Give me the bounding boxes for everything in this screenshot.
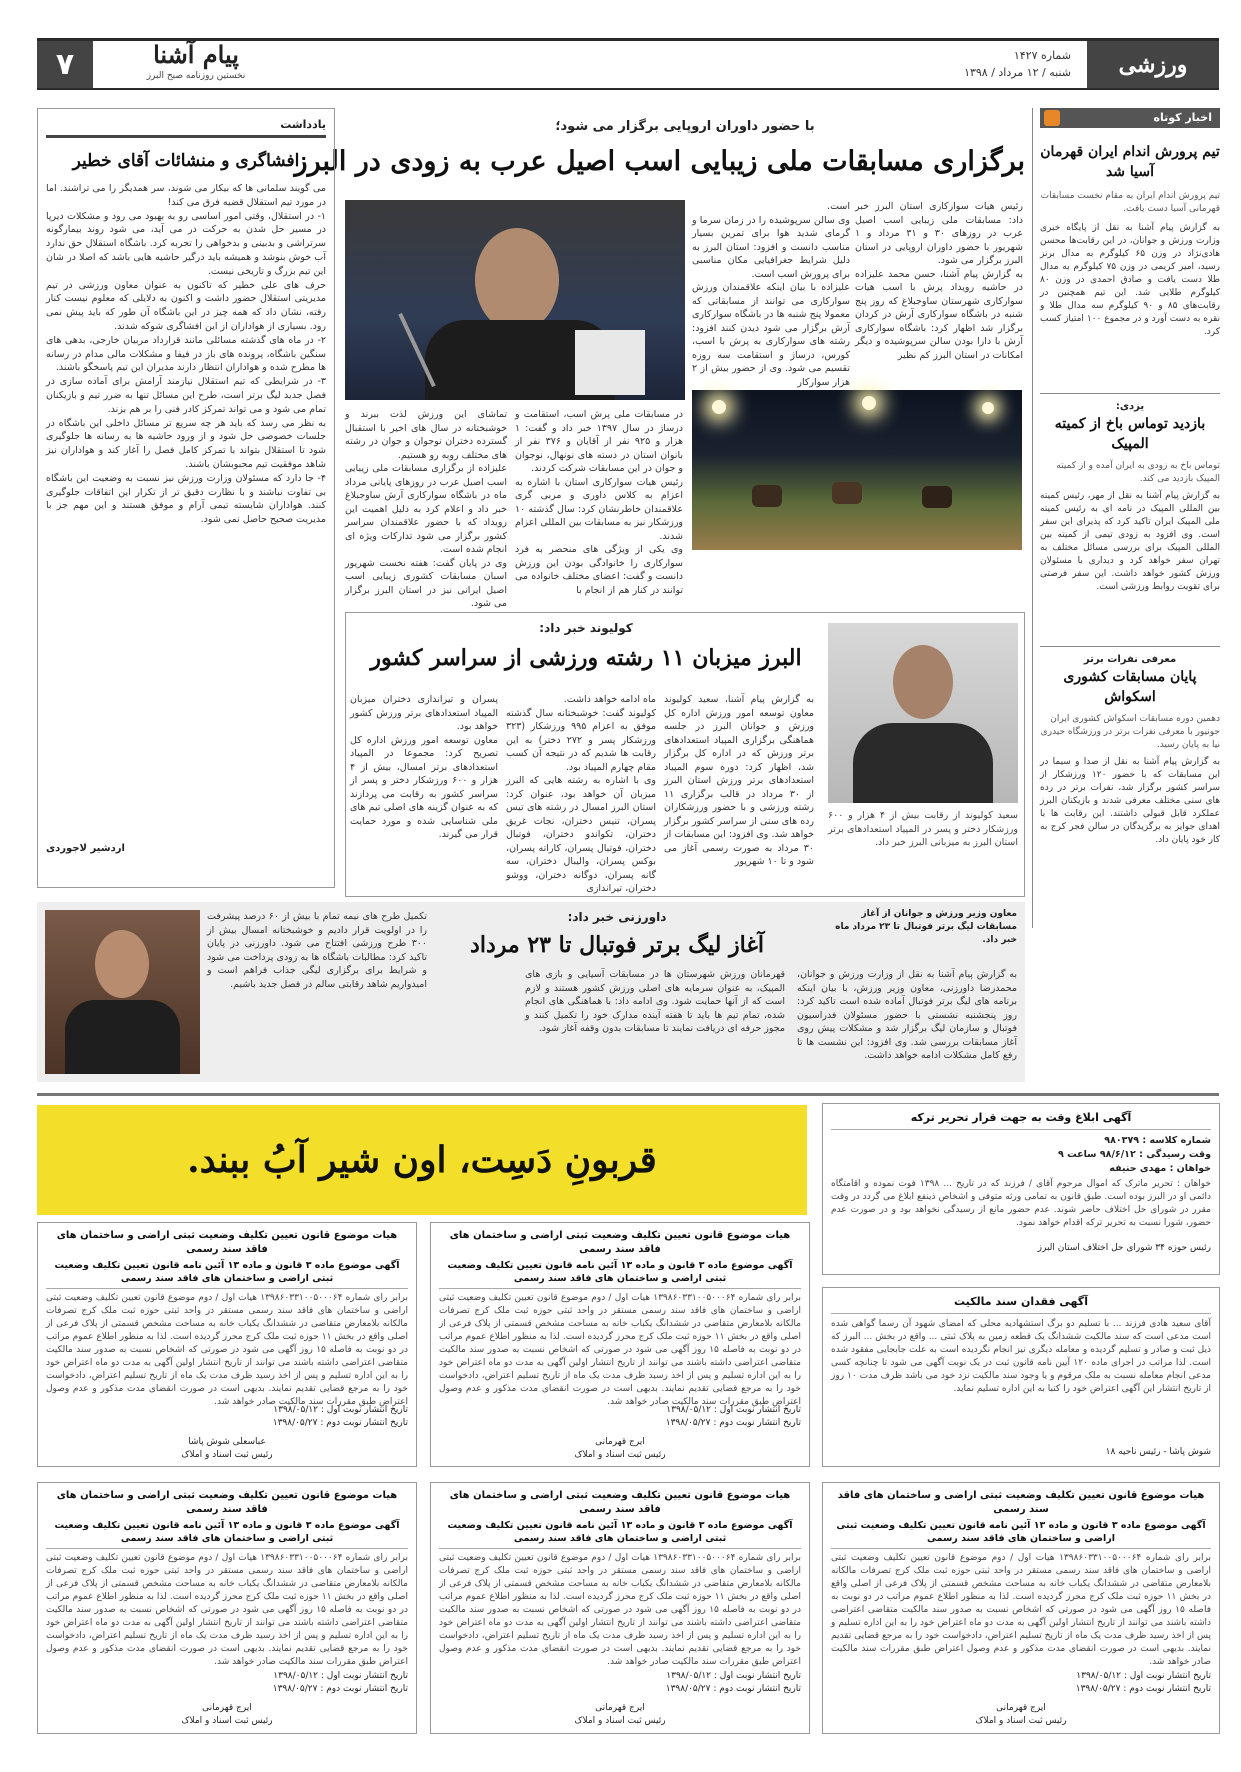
story3-box (37, 902, 1025, 1082)
man-body (65, 1000, 180, 1074)
sidebar-news1-lead: تیم پرورش اندام ایران به مقام نخست مسابقات قهرمانی آسیا دست یافت. (1037, 191, 1220, 214)
story2-box (345, 612, 1025, 897)
registry-notice-body: برابر رای شماره ۱۳۹۸۶۰۳۳۱۰۰۵۰۰۰۶۴ هیات اول / دوم موضوع قانون تعیین تکلیف وضعیت ثبتی اراضی و ساختمان های فاقد سند رسمی مستقر در واحد ثبتی حوزه ثبت ملک کرج تصرفات مالکانه بلامعارض متقاضی در ششدانگ یکباب خانه به مساحت مشخص قسمتی از پلاک فرعی از اصلی واقع در بخش ۱۱ حوزه ثبت ملک کرج محرز گردیده است. لذا به منظور اطلاع عموم مراتب در دو نوبت به فاصله ۱۵ روز آگهی می شود در صورتی که اشخاص نسبت به صدور سند مالکیت متقاضی اعتراضی داشته باشند می توانند از تاریخ انتشار اولین آگهی به مدت دو ماه اعتراض خود را به این اداره تسلیم و پس از اخذ رسید ظرف مدت یک ماه از تاریخ تسلیم اعتراض، دادخواست خود را به مرجع قضایی تقدیم نمایند. بدیهی است در صورت انقضای مدت مذکور و عدم وصول اعتراض طبق مقررات سند مالکیت صادر خواهد شد. (436, 1293, 801, 1407)
notice-probate-meta1: شماره کلاسه : ۹۸۰۳۷۹ (1104, 1135, 1211, 1146)
issue-date: شنبه / ۱۲ مرداد / ۱۳۹۸ (964, 66, 1071, 79)
editorial-title: افشاگری و منشائات آقای خطیر (72, 151, 300, 171)
registry-notice (37, 1482, 417, 1734)
registry-notice-title: هیات موضوع قانون تعیین تکلیف وضعیت ثبتی اراضی و ساختمان های فاقد سند رسمی (449, 1230, 791, 1255)
short-news-header (1040, 108, 1220, 128)
registry-notice-body: برابر رای شماره ۱۳۹۸۶۰۳۳۱۰۰۵۰۰۰۶۴ هیات اول / دوم موضوع قانون تعیین تکلیف وضعیت ثبتی اراضی و ساختمان های فاقد سند رسمی مستقر در واحد ثبتی حوزه ثبت ملک کرج تصرفات مالکانه بلامعارض متقاضی در ششدانگ یکباب خانه به مساحت مشخص قسمتی از پلاک فرعی از اصلی واقع در بخش ۱۱ حوزه ثبت ملک کرج محرز گردیده است. لذا به منظور اطلاع عموم مراتب در دو نوبت به فاصله ۱۵ روز آگهی می شود در صورتی که اشخاص نسبت به صدور سند مالکیت متقاضی اعتراضی داشته باشند می توانند از تاریخ انتشار اولین آگهی به مدت دو ماه اعتراض خود را به این اداره تسلیم و پس از اخذ رسید ظرف مدت یک ماه از تاریخ تسلیم اعتراض، دادخواست خود را به مرجع قضایی تقدیم نمایند. بدیهی است در صورت انقضای مدت مذکور و عدم وصول اعتراض طبق مقررات سند مالکیت صادر خواهد شد. (43, 1293, 408, 1407)
editorial-label: یادداشت (46, 117, 326, 138)
story3-kicker: داورزنی خبر داد: (567, 910, 667, 924)
story3-lead: معاون وزیر ورزش و جوانان از آغاز مسابقات لیگ برتر فوتبال تا ۲۳ مرداد ماه خبر داد. (835, 909, 1017, 945)
stadium-light (712, 400, 726, 414)
notice-lost-deed (822, 1287, 1220, 1467)
notice-lost-deed-body: آقای سعید هادی فرزند ... با تسلیم دو برگ استشهادیه محلی که امضای شهود آن رسما گواهی شده است مدعی است که سند مالکیت ششدانگ یک قطعه زمین به پلاک ثبتی ... واقع در بخش ... البرز که ذیل ثبت و صادر و تسلیم گردیده و معامله دیگری نیز انجام نگردیده است به علت جابجایی مفقود شده است. لذا مراتب در اجرای ماده ۱۲۰ آیین نامه قانون ثبت در یک نوبت آگهی می شود تا چنانچه کسی مدعی انجام معامله نسبت به ملک مرقوم و یا وجود سند مالکیت نزد خود می باشد ظرف مدت ۱۰ روز از تاریخ انتشار این آگهی اعتراض خود را کتبا به این اداره تسلیم نماید. (828, 1319, 1211, 1394)
section-tag: ورزشی (1087, 41, 1219, 88)
registry-notice-body: برابر رای شماره ۱۳۹۸۶۰۳۳۱۰۰۵۰۰۰۶۴ هیات اول / دوم موضوع قانون تعیین تکلیف وضعیت ثبتی اراضی و ساختمان های فاقد سند رسمی مستقر در واحد ثبتی حوزه ثبت ملک کرج تصرفات مالکانه بلامعارض متقاضی در ششدانگ یکباب خانه به مساحت مشخص قسمتی از پلاک فرعی از اصلی واقع در بخش ۱۱ حوزه ثبت ملک کرج محرز گردیده است. لذا به منظور اطلاع عموم مراتب در دو نوبت به فاصله ۱۵ روز آگهی می شود در صورتی که اشخاص نسبت به صدور سند مالکیت متقاضی اعتراضی داشته باشند می توانند از تاریخ انتشار اولین آگهی به مدت دو ماه اعتراض خود را به این اداره تسلیم و پس از اخذ رسید ظرف مدت یک ماه از تاریخ تسلیم اعتراض، دادخواست خود را به مرجع قضایی تقدیم نمایند. بدیهی است در صورت انقضای مدت مذکور و عدم وصول اعتراض طبق مقررات سند مالکیت صادر خواهد شد. (43, 1553, 408, 1667)
registry-notice (430, 1482, 810, 1734)
logo-text: پیام آشنا (153, 40, 239, 69)
lead-col2: است. وی سالن سرپوشیده را در زمان سرما و گرمای شدید هوا برای تمرین بسیار مناسب دانست و افزود: استان البرز به دلیل شرایط جغرافیایی مکان مناسبی برای پرورش اسب است. علیزاده با بیان اینکه علاقمندان ورزش سوارکاری می توانند از مسابقاتی که معمولا پنج شنبه ها در باشگاه سوارکاری آرش برگزار می شود دیدن کنند افزود: رشته های سوارکاری به پرش با اسب، کورس، درساژ و استقامت سه روزه تقسیم می شود. وی از حضور بیش از ۲ هزار سوارکار (692, 201, 850, 388)
registry-notice-body: برابر رای شماره ۱۳۹۸۶۰۳۳۱۰۰۵۰۰۰۶۴ هیات اول / دوم موضوع قانون تعیین تکلیف وضعیت ثبتی اراضی و ساختمان های فاقد سند رسمی مستقر در واحد ثبتی حوزه ثبت ملک کرج تصرفات مالکانه بلامعارض متقاضی در ششدانگ یکباب خانه به مساحت مشخص قسمتی از پلاک فرعی از اصلی واقع در بخش ۱۱ حوزه ثبت ملک کرج محرز گردیده است. لذا به منظور اطلاع عموم مراتب در دو نوبت به فاصله ۱۵ روز آگهی می شود در صورتی که اشخاص نسبت به صدور سند مالکیت متقاضی اعتراضی داشته باشند می توانند از تاریخ انتشار اولین آگهی به مدت دو ماه اعتراض خود را به این اداره تسلیم و پس از اخذ رسید ظرف مدت یک ماه از تاریخ تسلیم اعتراض، دادخواست خود را به مرجع قضایی تقدیم نمایند. بدیهی است در صورت انقضای مدت مذکور و عدم وصول اعتراض طبق مقررات سند مالکیت صادر خواهد شد. (828, 1553, 1211, 1667)
registry-notice-subtitle: آگهی موضوع ماده ۳ قانون و ماده ۱۳ آئین نامه قانون تعیین تکلیف وضعیت ثبتی اراضی و ساختمان های فاقد سند رسمی (439, 1519, 801, 1549)
registry-notice-date2: تاریخ انتشار نوبت دوم : ۱۳۹۸/۰۵/۲۷ (272, 1418, 408, 1428)
newspaper-logo (101, 41, 291, 88)
sidebar-news2-body: به گزارش پیام آشنا به نقل از مهر، رئیس کمیته بین المللی المپیک در نامه ای به رئیس کمیته ملی المپیک ایران تاکید کرد که پذیرای این سفر است. وی افزود به زودی تیمی از کمیته بین المللی المپیک برای بررسی مسائل مختلف به تهران سفر خواهد کرد و دیداری با مسئولان ورزش کشور خواهد داشت. این سفر فرصتی برای تقویت روابط ورزشی است. (1037, 491, 1220, 592)
story2-headline: البرز میزبان ۱۱ رشته ورزشی از سراسر کشور (370, 645, 802, 671)
registry-notice-date2: تاریخ انتشار نوبت دوم : ۱۳۹۸/۰۵/۲۷ (272, 1684, 408, 1694)
registry-notice-sign1: ایرج قهرمانی (595, 1703, 645, 1713)
stadium-light (982, 402, 994, 414)
story2-col3: پسران و تیراندازی دختران میزبان المپیاد استعدادهای برتر ورزش کشور خواهد بود. معاون توسعه امور ورزش اداره کل تصریح کرد: مجموعا در المپیاد استعدادهای برتر امسال، بیش از ۴ هزار و ۶۰۰ ورزشکار دختر و پسر از سراسر کشور به رقابت می پردازند که به عنوان گزینه های اصلی تیم های ملی شناسایی شده و مورد حمایت قرار می گیرند. (350, 694, 498, 840)
notice-probate-title: آگهی ابلاغ وقت به جهت قرار تحریر ترکه (831, 1110, 1211, 1130)
page-number: ۷ (37, 41, 93, 88)
lead-photo-man (345, 200, 685, 400)
rss-icon (1044, 110, 1060, 126)
man-body (853, 723, 993, 803)
notice-probate (822, 1103, 1220, 1275)
sidebar-news2-lead: توماس باخ به زودی به ایران آمده و از کمیته المپیک بازدید می کند. (1053, 461, 1220, 484)
short-news-label: اخبار کوتاه (1153, 111, 1212, 124)
registry-notice-date1: تاریخ انتشار نوبت اول : ۱۳۹۸/۰۵/۱۲ (1076, 1671, 1211, 1681)
registry-notice-date1: تاریخ انتشار نوبت اول : ۱۳۹۸/۰۵/۱۲ (666, 1405, 801, 1415)
sidebar-news1-body: به گزارش پیام آشنا به نقل از پایگاه خبری وزارت ورزش و جوانان، در این رقابت‌ها محسن هادی‌نژاد در وزن ۶۵ کیلوگرم به مدال برنز رسید، امیر کریمی در وزن ۷۵ کیلوگرم به مدال طلا دست یافت و صادق احمدی در وزن ۸۰ کیلوگرم طلایی شد. این تیم همچنین در رقابت‌های ۸۵ و ۹۰ کیلوگرم سه مدال طلا و نقره به دست آورد و در مجموع ۱۰۰ امتیاز کسب کرد. (1037, 223, 1221, 337)
registry-notice-sign2: رئیس ثبت اسناد و املاک (181, 1450, 273, 1460)
horse-figure (922, 486, 952, 508)
registry-notice-subtitle: آگهی موضوع ماده ۳ قانون و ماده ۱۳ آئین نامه قانون تعیین تکلیف وضعیت ثبتی اراضی و ساختمان های فاقد سند رسمی (439, 1259, 801, 1289)
divider (1040, 393, 1220, 394)
story2-col1: به گزارش پیام آشنا، سعید کولیوند معاون توسعه امور ورزش اداره کل ورزش و جوانان البرز در جلسه هماهنگی برگزاری المپیاد استعدادهای برتر ورزش که در اداره کل برگزار شد، اظهار کرد: دوره سوم المپیاد استعدادهای برتر ورزش استان البرز از ۳۰ مرداد در قالب برگزاری ۱۱ رشته ورزشی و با حضور ورزشکاران رده های سنی از سراسر کشور برگزار خواهد شد. وی افزود: این مسابقات از ۳۰ مرداد به صورت رسمی آغاز می شود و تا ۱۰ شهریور (660, 694, 814, 867)
sidebar-news3-title: پایان مسابقات کشوری اسکواش (1063, 669, 1197, 705)
story3-photo (45, 910, 200, 1074)
registry-notice-date2: تاریخ انتشار نوبت دوم : ۱۳۹۸/۰۵/۲۷ (665, 1684, 801, 1694)
section-divider (37, 1093, 1219, 1096)
sidebar-news2-kicker: یزدی: (1115, 401, 1145, 412)
registry-notice-sign2: رئیس ثبت اسناد و املاک (181, 1716, 273, 1726)
lead-photo-horses (692, 390, 1022, 550)
story3-col3: تکمیل طرح های نیمه تمام با بیش از ۶۰ درصد پیشرفت را در اولویت قرار دادیم و خوشبختانه امسال بیش از ۳۰۰ طرح ورزشی افتتاح می شود. داورزنی در پایان تاکید کرد: مطالبات باشگاه ها به زودی پرداخت می شود و شرایط برای برگزاری لیگی جذاب فراهم است و امیدواریم شاهد رقابتی سالم در فصل جدید باشیم. (203, 911, 427, 990)
notice-probate-meta2: وقت رسیدگی : ۹۸/۶/۱۲ ساعت ۹ (1057, 1149, 1211, 1160)
registry-notice-subtitle: آگهی موضوع ماده ۳ قانون و ماده ۱۳ آئین نامه قانون تعیین تکلیف وضعیت ثبتی اراضی و ساختمان های فاقد سند رسمی (831, 1519, 1211, 1549)
registry-notice-sign1: ایرج قهرمانی (996, 1703, 1046, 1713)
sidebar-news1-title: تیم پرورش اندام ایران قهرمان آسیا شد (1040, 144, 1220, 180)
notice-probate-sign: رئیس حوزه ۳۴ شورای حل اختلاف استان البرز (1037, 1243, 1211, 1253)
horse-figure (752, 485, 782, 507)
lead-col1: رئیس هیات سوارکاری استان البرز خبر داد: مسابقات ملی زیبایی اسب اصیل عرب در روزهای ۳۰ و ۳۱ مرداد و ۱ شهریور با حضور داوران اروپایی در استان البرز برگزار می شود. به گزارش پیام آشنا، حسن محمد علیزاده در حاشیه رویداد پرش با اسب هیات سوارکاری شهرستان ساوجبلاغ که روز پنج شنبه در باشگاه سوارکاری آرش در کردان برگزار شد اظهار کرد: باشگاه سوارکاری آرش با دارا بودن سالن سرپوشیده و دیگر امکانات در استان البرز کم نظیر (855, 201, 1023, 361)
water-saving-banner (37, 1105, 807, 1215)
editorial-box (37, 108, 335, 888)
registry-notice-sign2: رئیس ثبت اسناد و املاک (574, 1450, 666, 1460)
registry-notice-subtitle: آگهی موضوع ماده ۳ قانون و ماده ۱۳ آئین نامه قانون تعیین تکلیف وضعیت ثبتی اراضی و ساختمان های فاقد سند رسمی (46, 1259, 408, 1289)
sidebar-news3-kicker: معرفی نفرات برتر (1083, 654, 1177, 665)
lead-headline: برگزاری مسابقات ملی زیبایی اسب اصیل عرب به زودی در البرز (294, 146, 1025, 177)
registry-notice-title: هیات موضوع قانون تعیین تکلیف وضعیت ثبتی اراضی و ساختمان های فاقد سند رسمی (56, 1490, 398, 1515)
registry-notice (822, 1482, 1220, 1734)
story3-headline: آغاز لیگ برتر فوتبال تا ۲۳ مرداد (470, 932, 764, 958)
short-news-sidebar (1037, 108, 1221, 930)
story2-photo (828, 623, 1018, 803)
banner-text: قربونِ دَسِت، اون شیر آبُ ببند. (187, 1139, 657, 1181)
story2-kicker: کولیوند خبر داد: (539, 621, 633, 635)
registry-notice-title: هیات موضوع قانون تعیین تکلیف وضعیت ثبتی اراضی و ساختمان های فاقد سند رسمی (837, 1490, 1205, 1515)
registry-notice-title: هیات موضوع قانون تعیین تکلیف وضعیت ثبتی اراضی و ساختمان های فاقد سند رسمی (56, 1230, 398, 1255)
registry-notice-sign1: عباسعلی شوش پاشا (188, 1437, 266, 1447)
name-placard (575, 330, 645, 395)
story3-col2: قهرمانان ورزش شهرستان ها در مسابقات آسیایی و بازی های المپیک، به عنوان سرمایه های اصلی ورزش کشور هستند و لازم است که از آنها حمایت شود. وی ادامه داد: با هماهنگی های انجام شده، تمام تیم ها باید تا هفته آینده مدارک خود را تکمیل کنند و مجوز حرفه ای دریافت نمایند تا مسابقات بدون وقفه آغاز شود. (521, 969, 785, 1034)
notice-probate-meta3: خواهان : مهدی حنیفه (1109, 1163, 1211, 1174)
registry-notice-date1: تاریخ انتشار نوبت اول : ۱۳۹۸/۰۵/۱۲ (273, 1405, 408, 1415)
lead-col3: در مسابقات ملی پرش اسب، استقامت و درساژ در سال ۱۳۹۷ خبر داد و گفت: ۱ هزار و ۹۲۵ نفر از آقایان و ۳۷۶ نفر از بانوان استان در دسته های نونهال، نوجوان و جوان در این مسابقات شرکت کردند. رئیس هیات سوارکاری استان با اشاره به اعزام به کلاس داوری و مربی گری علاقمندان خاطرنشان کرد: سال گذشته ۱۰ ورزشکار نیز به مسابقات بین المللی اعزام شدند. وی یکی از ویژگی های منحصر به فرد سوارکاری را خانوادگی بودن این ورزش دانست و گفت: اعضای مختلف خانواده می توانند در کنار هم از انجام با (515, 409, 683, 596)
editorial-body: می گویند سلمانی ها که بیکار می شوند، سر همدیگر را می تراشند. اما در مورد تیم استقلال قضیه فرق می کند! ۱- در استقلال، وقتی امور اساسی رو به بهبود می رود و مشکلات دیرپا در مسیر حل شدن به حرکت در می آید، می شود روند بیمارگونه سرتراشی و بدبینی و بدخواهی را تجربه کرد. باشگاه استقلال حق ندارد آب خوش بنوشد و همیشه باید درگیر حاشیه هایی باشد که اصلا در شان این تیم بزرگ و تاریخی نیست. حرف های علی خطیر که تاکنون به عنوان معاون ورزشی در تیم مدیریتی استقلال حضور داشت و اکنون به دلایلی که معلوم نیست کنار رفته، نشان داد که همه چیز در این باشگاه آن طور که باید پیش نمی رود. بسیاری از هواداران از این افشاگری شوکه شدند. ۲- در ماه های گذشته مسائلی مانند قرارداد مربیان خارجی، بدهی های سنگین باشگاه، پرونده های باز در فیفا و مشکلات مالی مدام در رسانه ها مطرح شده و هواداران انتظار دارند مدیران این تیم پاسخگو باشند. ۳- در شرایطی که تیم استقلال نیازمند آرامش برای آماده سازی در فصل جدید لیگ برتر است، طرح این مسائل تنها به ضرر تیم و بازیکنان تمام می شود و می تواند تمرکز کادر فنی را بر هم بزند. به نظر می رسد که باید هر چه سریع تر مسائل داخلی این باشگاه در جلسات خصوصی حل شود و از ورود حاشیه ها به رسانه ها جلوگیری شود تا استقلال بتواند با تمرکز کامل فصل را آغاز کند و هواداران نیز شاهد موفقیت تیم محبوبشان باشند. ۴- جا دارد که مسئولان وزارت ورزش نیز نسبت به وضعیت این باشگاه بی تفاوت نباشند و با نظارت دقیق تر از تکرار این اتفاقات جلوگیری کنند. هواداران شایسته تیمی آرام و موفق هستند و این مهم جز با مدیریت صحیح حاصل نمی شود. (46, 183, 326, 526)
issue-number: شماره ۱۴۲۷ (1013, 49, 1071, 62)
registry-notice-sign1: ایرج قهرمانی (595, 1437, 645, 1447)
story2-col2: ماه ادامه خواهد داشت. کولیوند گفت: خوشبختانه سال گذشته موفق به اعزام ۹۹۵ ورزشکار (۳۲۳ ورزشکار پسر و ۲۷۲ دختر) به این رقابت ها شدیم که در نتیجه آن کسب مقام چهارم المپیاد بود. وی با اشاره به رشته هایی که البرز میزبان آن خواهد بود، عنوان کرد: استان البرز امسال در رشته های تیس پسران، تنیس دختران، نجات غریق دختران، تکواندو دختران، فوتبال دختران، فوتبال پسران، کاراته پسران، بوکس پسران، والیبال دختران، سه گانه پسران، دوگانه دختران، ووشو دختران، تیراندازی (506, 694, 657, 894)
sidebar-news2-title: بازدید توماس باخ از کمیته المپیک (1054, 416, 1206, 452)
registry-notice-date1: تاریخ انتشار نوبت اول : ۱۳۹۸/۰۵/۱۲ (666, 1671, 801, 1681)
sidebar-news3-lead: دهمین دوره مسابقات اسکواش کشوری ایران جونیور با معرفی نفرات برتر در ورزشگاه حیدری نیا به پایان رسید. (1037, 714, 1220, 750)
stadium-light (862, 396, 876, 410)
issue-info (964, 47, 1071, 81)
registry-notice (430, 1222, 810, 1467)
lead-kicker: با حضور داوران اروپایی برگزار می شود؛ (555, 119, 815, 134)
notice-probate-body: خواهان : تحریر ماترک که اموال مرحوم آقای / فرزند که در تاریخ ... ۱۳۹۸ فوت نموده و اقامتگاه دائمی او در البرز بوده است. طبق قانون به تمامی ورثه متوفی و اشخاص ذینفع ابلاغ می گردد در وقت مقرر در شورای حل اختلاف حاضر شوند. عدم حضور مانع از رسیدگی نخواهد بود و در صورت عدم حضور، شورا نسبت به تحریر ترکه اقدام خواهد نمود. (828, 1179, 1211, 1228)
notice-lost-deed-title: آگهی فقدان سند مالکیت (831, 1294, 1211, 1314)
logo-tagline: نخستین روزنامه صبح البرز (146, 71, 246, 81)
story2-caption: سعید کولیوند از رقابت بیش از ۴ هزار و ۶۰۰ ورزشکار دختر و پسر در المپیاد استعدادهای برتر استان البرز به میزبانی البرز خبر داد. (824, 810, 1018, 848)
registry-notice-subtitle: آگهی موضوع ماده ۳ قانون و ماده ۱۳ آئین نامه قانون تعیین تکلیف وضعیت ثبتی اراضی و ساختمان های فاقد سند رسمی (46, 1519, 408, 1549)
man-head (95, 930, 149, 998)
lead-col4: تماشای این ورزش لذت ببرند و خوشبختانه در سال های اخیر با استقبال گسترده دختران نوجوان و جوان در رشته های مختلف روبه رو هستیم. علیزاده از برگزاری مسابقات ملی زیبایی اسب اصیل عرب در روزهای پایانی مرداد ماه در باشگاه سوارکاری آرش ساوجبلاغ خبر داد و اعلام کرد به دلیل اهمیت این رویداد که با حضور علاقمندان سراسر کشور برگزار می شود تدارکات ویژه ای انجام شده است. وی در پایان گفت: هفته نخست شهریور اسبان مسابقات کشوری زیبایی اسب اصیل ایرانی نیز در استان البرز برگزار می شود. (345, 409, 507, 609)
masthead (37, 38, 1219, 90)
horse-figure (832, 482, 862, 504)
sidebar-news3-body: به گزارش پیام آشنا به نقل از صدا و سیما در این مسابقات که با حضور ۱۲۰ ورزشکار از سراسر کشور برگزار شد، نفرات برتر در رده های سنی مختلف معرفی شدند و بازیکنان البرز عملکرد قابل قبولی داشتند. این رقابت ها با اهدای جوایز به برگزیدگان در سالن فجر کرج به کار خود پایان داد. (1037, 757, 1220, 845)
registry-notice (37, 1222, 417, 1467)
column-rule (1032, 108, 1033, 928)
registry-notice-sign1: ایرج قهرمانی (202, 1703, 252, 1713)
registry-notice-sign2: رئیس ثبت اسناد و املاک (574, 1716, 666, 1726)
notice-lost-deed-sign: شوش پاشا - رئیس ناحیه ۱۸ (1105, 1447, 1211, 1457)
registry-notice-title: هیات موضوع قانون تعیین تکلیف وضعیت ثبتی اراضی و ساختمان های فاقد سند رسمی (449, 1490, 791, 1515)
divider (1040, 646, 1220, 647)
man-head (893, 645, 953, 719)
registry-notice-body: برابر رای شماره ۱۳۹۸۶۰۳۳۱۰۰۵۰۰۰۶۴ هیات اول / دوم موضوع قانون تعیین تکلیف وضعیت ثبتی اراضی و ساختمان های فاقد سند رسمی مستقر در واحد ثبتی حوزه ثبت ملک کرج تصرفات مالکانه بلامعارض متقاضی در ششدانگ یکباب خانه به مساحت مشخص قسمتی از پلاک فرعی از اصلی واقع در بخش ۱۱ حوزه ثبت ملک کرج محرز گردیده است. لذا به منظور اطلاع عموم مراتب در دو نوبت به فاصله ۱۵ روز آگهی می شود در صورتی که اشخاص نسبت به صدور سند مالکیت متقاضی اعتراضی داشته باشند می توانند از تاریخ انتشار اولین آگهی به مدت دو ماه اعتراض خود را به این اداره تسلیم و پس از اخذ رسید ظرف مدت یک ماه از تاریخ تسلیم اعتراض، دادخواست خود را به مرجع قضایی تقدیم نمایند. بدیهی است در صورت انقضای مدت مذکور و عدم وصول اعتراض طبق مقررات سند مالکیت صادر خواهد شد. (436, 1553, 801, 1667)
story3-col1: به گزارش پیام آشنا به نقل از وزارت ورزش و جوانان، محمدرضا داورزنی، معاون وزیر ورزش، با بیان اینکه برنامه های لیگ برتر فوتبال آماده شده است تاکید کرد: روز پنجشنبه نشستی با حضور مسئولان فدراسیون فوتبال و سازمان لیگ برگزار شد و مشکلات پیش روی آغاز مسابقات بررسی شد. وی افزود: این نشست ها تا رفع کامل مشکلات ادامه خواهد داشت. (793, 969, 1017, 1061)
registry-notice-date1: تاریخ انتشار نوبت اول : ۱۳۹۸/۰۵/۱۲ (273, 1671, 408, 1681)
registry-notice-sign2: رئیس ثبت اسناد و املاک (975, 1716, 1067, 1726)
man-head (475, 228, 559, 332)
editorial-author: اردشیر لاجوردی (46, 843, 125, 854)
registry-notice-date2: تاریخ انتشار نوبت دوم : ۱۳۹۸/۰۵/۲۷ (1075, 1684, 1211, 1694)
registry-notice-date2: تاریخ انتشار نوبت دوم : ۱۳۹۸/۰۵/۲۷ (665, 1418, 801, 1428)
